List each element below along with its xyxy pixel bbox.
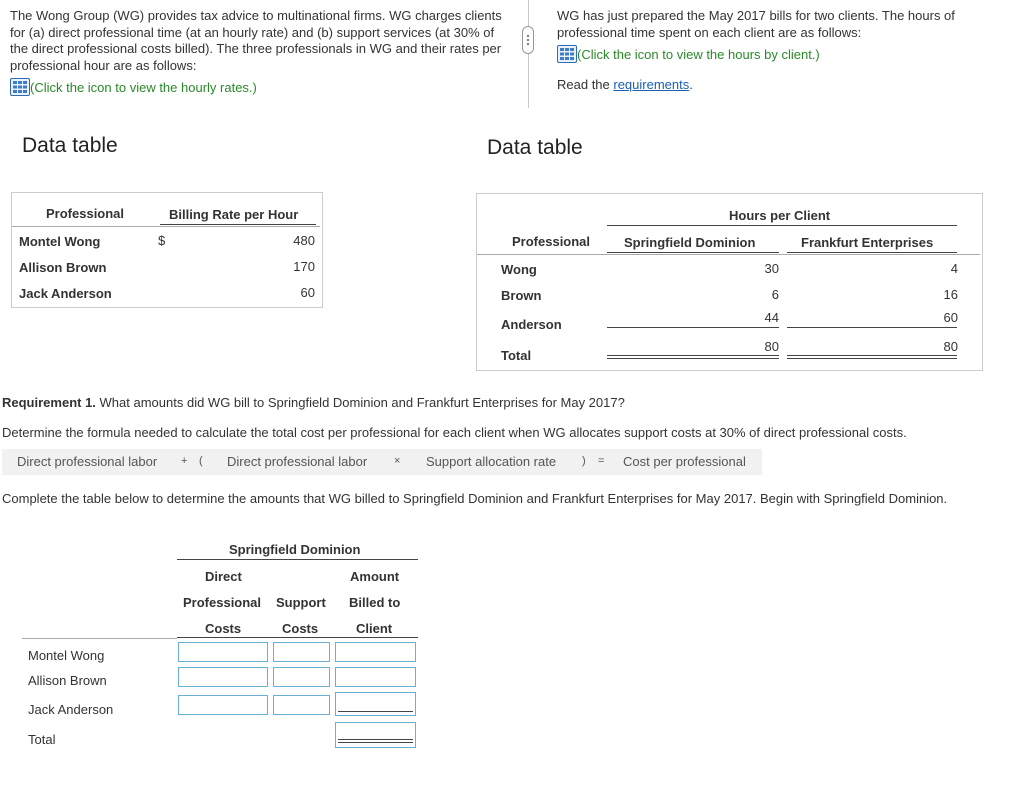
read-suffix: .: [689, 77, 693, 92]
formula-op-equals: =: [598, 455, 605, 467]
hours-total-underline-fe: [787, 355, 957, 359]
hours-row-fe: 4: [950, 261, 958, 276]
rates-row-value: 480: [293, 233, 315, 248]
answer-col2-line3: Costs: [282, 621, 319, 636]
hours-total-sd: 80: [764, 339, 779, 354]
hours-subtotal-line-sd: [607, 327, 779, 328]
right-intro-text: WG has just prepared the May 2017 bills for two clients. The hours of professional time spent on each client are as follows:: [557, 8, 955, 40]
rates-header-line: [160, 224, 316, 225]
jack-support-cost-input[interactable]: [273, 695, 330, 715]
rates-row-value: 170: [293, 259, 315, 274]
formula-term-support-rate[interactable]: Support allocation rate: [426, 454, 557, 469]
rates-table: [11, 192, 323, 308]
requirement-label: Requirement 1.: [2, 395, 96, 410]
answer-col1-line3: Costs: [205, 621, 242, 636]
answer-col3-line3: Client: [356, 621, 393, 636]
formula-term-direct-labor[interactable]: Direct professional labor: [17, 454, 158, 469]
hours-row-fe: 60: [943, 310, 958, 325]
jack-amount-billed-input[interactable]: [335, 692, 416, 716]
complete-instruction: Complete the table below to determine the amounts that WG billed to Springfield Dominion and Frankfurt Enterprises for May 2017. Begin with Springfield Dominion.: [2, 491, 948, 506]
read-requirements: [557, 77, 693, 94]
rates-icon-link[interactable]: [10, 78, 257, 97]
hours-table: [476, 193, 983, 371]
hours-group-line: [607, 225, 957, 226]
panel-resize-handle[interactable]: [522, 26, 534, 54]
hours-col-sd: Springfield Dominion: [624, 235, 756, 250]
hours-row-fe: 16: [943, 287, 958, 302]
formula-paren-close: ): [582, 455, 586, 467]
hours-group-header: Hours per Client: [729, 208, 831, 223]
allison-direct-cost-input[interactable]: [178, 667, 268, 687]
hours-row-name: Anderson: [501, 317, 562, 332]
montel-amount-billed-input[interactable]: [335, 642, 416, 662]
formula-instruction: Determine the formula needed to calculate the total cost per professional for each client when WG allocates support costs at 30% of direct professional costs.: [2, 425, 907, 440]
answer-row-label: Allison Brown: [28, 673, 107, 688]
formula-op-plus: +: [181, 455, 188, 467]
rates-col-professional: Professional: [46, 206, 125, 221]
total-amount-double-underline: [338, 739, 413, 743]
rates-row-name: Allison Brown: [19, 260, 107, 275]
hours-header-line-sd: [607, 252, 779, 253]
hours-col-professional: Professional: [512, 234, 591, 249]
rates-col-rate: Billing Rate per Hour: [169, 207, 299, 222]
hours-row-sd: 44: [764, 310, 779, 325]
rates-row-name: Jack Anderson: [19, 286, 112, 301]
answer-col3-line2: Billed to: [349, 595, 401, 610]
formula-bar: [2, 449, 762, 475]
answer-client-header: Springfield Dominion: [229, 542, 361, 557]
hours-row-sd: 30: [764, 261, 779, 276]
panel-divider: [528, 0, 529, 108]
jack-direct-cost-input[interactable]: [178, 695, 268, 715]
formula-op-times: ×: [394, 455, 401, 467]
jack-amount-underline: [338, 711, 413, 712]
requirements-link[interactable]: requirements: [613, 77, 690, 92]
requirement-question: [2, 395, 625, 412]
formula-result[interactable]: Cost per professional: [623, 454, 746, 469]
answer-col1-line1: Direct: [205, 569, 242, 584]
rates-currency: $: [158, 233, 166, 248]
answer-header-divider: [22, 638, 177, 639]
answer-total-label: Total: [28, 732, 56, 747]
montel-support-cost-input[interactable]: [273, 642, 330, 662]
hours-row-sd: 6: [771, 287, 779, 302]
hours-icon-link[interactable]: [557, 45, 820, 64]
answer-col2-line2: Support: [276, 595, 326, 610]
hours-link-text[interactable]: (Click the icon to view the hours by client.): [577, 47, 820, 62]
rates-row-name: Montel Wong: [19, 234, 101, 249]
read-prefix: Read the: [557, 77, 614, 92]
answer-col1-line2: Professional: [183, 595, 262, 610]
answer-row-label: Montel Wong: [28, 648, 105, 663]
requirement-question-text: What amounts did WG bill to Springfield Dominion and Frankfurt Enterprises for May 2017?: [95, 395, 625, 410]
left-intro-text: The Wong Group (WG) provides tax advice to multinational firms. WG charges clients for (a) direct professional time (at an hourly rate) and (b) support services (at 30% of the direct professional costs billed). The three professionals in WG and their rates per professional hour are as follows:: [10, 8, 502, 73]
hours-col-fe: Frankfurt Enterprises: [801, 235, 934, 250]
answer-col3-line1: Amount: [350, 569, 400, 584]
answer-header-line: [177, 637, 418, 638]
total-amount-billed-input[interactable]: [335, 722, 416, 748]
rates-link-text[interactable]: (Click the icon to view the hourly rates.): [30, 80, 257, 95]
hours-total-underline-sd: [607, 355, 779, 359]
hours-table-title: Data table: [487, 136, 583, 159]
table-icon: [10, 78, 30, 96]
rates-table-title: Data table: [22, 134, 118, 157]
answer-client-line: [177, 559, 418, 560]
hours-total-label: Total: [501, 348, 532, 363]
rates-row-value: 60: [300, 285, 315, 300]
allison-support-cost-input[interactable]: [273, 667, 330, 687]
formula-term-direct-labor-2[interactable]: Direct professional labor: [227, 454, 368, 469]
hours-row-name: Brown: [501, 288, 542, 303]
montel-direct-cost-input[interactable]: [178, 642, 268, 662]
answer-row-label: Jack Anderson: [28, 702, 114, 717]
allison-amount-billed-input[interactable]: [335, 667, 416, 687]
hours-row-name: Wong: [501, 262, 537, 277]
hours-header-divider: [477, 254, 980, 255]
table-icon: [557, 45, 577, 63]
hours-total-fe: 80: [943, 339, 958, 354]
hours-subtotal-line-fe: [787, 327, 957, 328]
formula-paren-open: (: [199, 455, 203, 467]
rates-header-divider: [12, 226, 320, 227]
hours-header-line-fe: [787, 252, 957, 253]
